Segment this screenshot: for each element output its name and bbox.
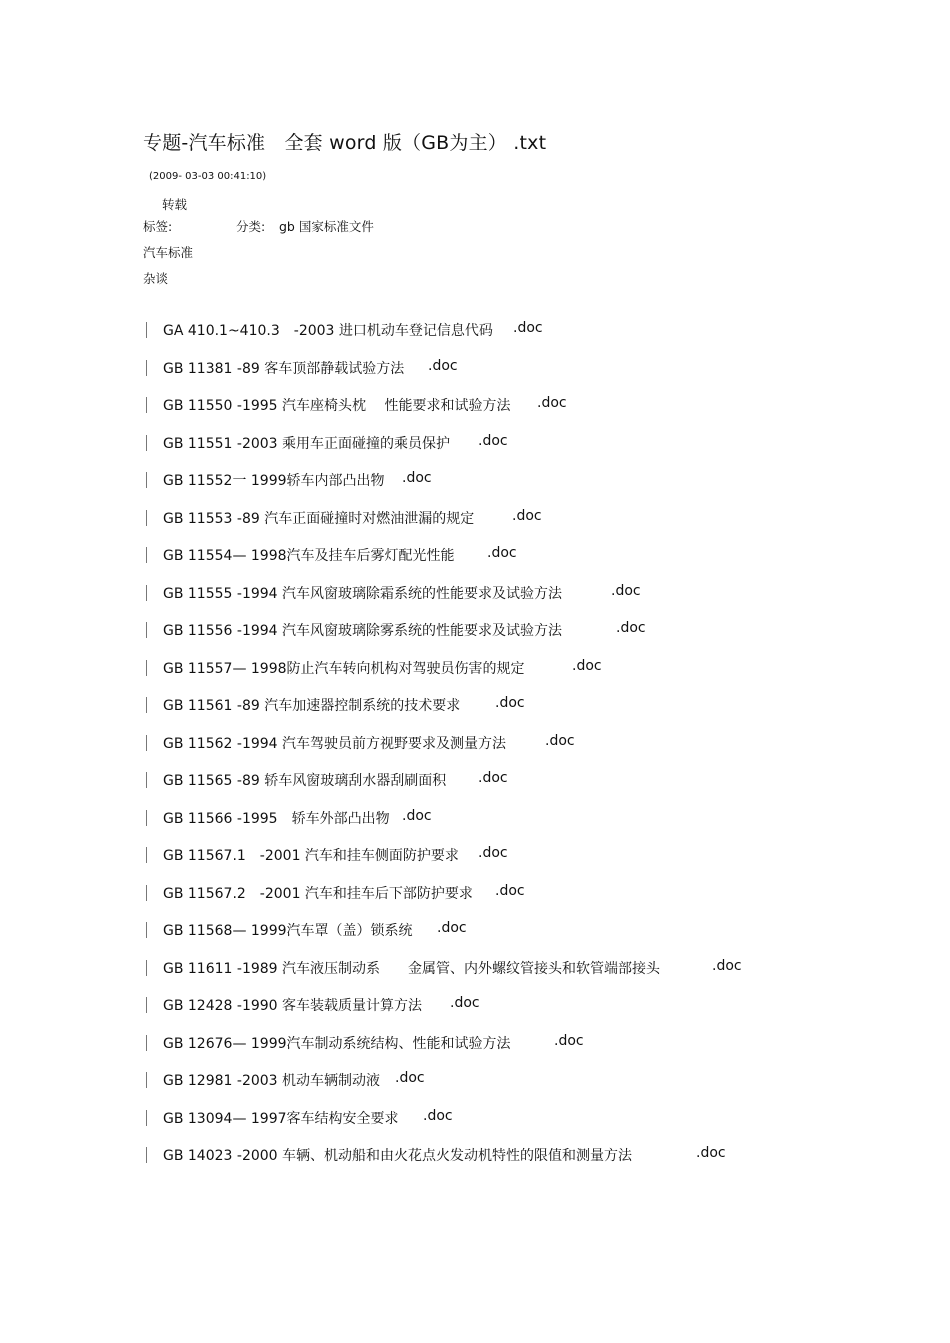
file-name: GB 11567.1 -2001 汽车和挂车侧面防护要求 <box>163 848 459 864</box>
list-bullet-bar <box>146 435 147 451</box>
tag-item: 杂谈 <box>143 271 169 286</box>
list-bullet-bar <box>146 622 147 638</box>
file-extension: .doc <box>495 695 525 711</box>
file-name: GB 11566 -1995 轿车外部凸出物 <box>163 810 390 827</box>
file-name: GB 11556 -1994 汽车风窗玻璃除雾系统的性能要求及试验方法 <box>163 623 563 639</box>
file-name: GB 11551 -2003 乘用车正面碰撞的乘员保护 <box>163 435 451 452</box>
file-name: GA 410.1~410.3 -2003 进口机动车登记信息代码 <box>163 323 493 339</box>
file-name: GB 11555 -1994 汽车风窗玻璃除霜系统的性能要求及试验方法 <box>163 585 563 602</box>
file-name: GB 14023 -2000 车辆、机动船和由火花点火发动机特性的限值和测量方法 <box>163 1148 633 1164</box>
file-name: GB 11567.2 -2001 汽车和挂车后下部防护要求 <box>163 885 473 902</box>
post-date: (2009- 03-03 00:41:10) <box>149 171 267 182</box>
file-list-item <box>146 320 866 358</box>
file-list-item <box>146 583 866 621</box>
file-name: GB 11562 -1994 汽车驾驶员前方视野要求及测量方法 <box>163 735 507 752</box>
file-name: GB 11554— 1998汽车及挂车后雾灯配光性能 <box>163 548 455 564</box>
file-extension: .doc <box>712 957 742 974</box>
file-name: GB 11561 -89 汽车加速器控制系统的技术要求 <box>163 698 461 714</box>
file-name: GB 12676— 1999汽车制动系统结构、性能和试验方法 <box>163 1035 511 1052</box>
category-value: gb 国家标准文件 <box>279 219 374 234</box>
file-extension: .doc <box>450 995 480 1011</box>
file-extension: .doc <box>545 732 575 749</box>
file-list-item <box>146 695 866 733</box>
file-name: GB 11550 -1995 汽车座椅头枕 性能要求和试验方法 <box>163 398 511 414</box>
list-bullet-bar <box>146 1035 147 1051</box>
file-list-item <box>146 433 866 471</box>
file-extension: .doc <box>423 1107 453 1124</box>
list-bullet-bar <box>146 397 147 413</box>
file-list-item <box>146 620 866 658</box>
file-list-item <box>146 1108 866 1146</box>
file-extension: .doc <box>554 1032 584 1049</box>
file-list-item <box>146 883 866 921</box>
file-list-item <box>146 845 866 883</box>
file-name: GB 11381 -89 客车顶部静载试验方法 <box>163 360 405 377</box>
file-name: GB 11565 -89 轿车风窗玻璃刮水器刮刷面积 <box>163 773 447 789</box>
file-list-item <box>146 770 866 808</box>
list-bullet-bar <box>146 960 147 976</box>
list-bullet-bar <box>146 1110 147 1126</box>
file-list-item <box>146 920 866 958</box>
file-name: GB 11557— 1998防止汽车转向机构对驾驶员伤害的规定 <box>163 660 525 677</box>
file-name: GB 13094— 1997客车结构安全要求 <box>163 1110 399 1127</box>
document-title: 专题-汽车标准 全套 word 版（GB为主） .txt <box>143 132 547 154</box>
file-extension: .doc <box>616 620 646 636</box>
file-extension: .doc <box>402 807 432 824</box>
list-bullet-bar <box>146 547 147 563</box>
file-name: GB 11611 -1989 汽车液压制动系 金属管、内外螺纹管接头和软管端部接头 <box>163 960 661 977</box>
file-name: GB 11553 -89 汽车正面碰撞时对燃油泄漏的规定 <box>163 510 475 527</box>
file-list-item <box>146 1145 866 1183</box>
file-extension: .doc <box>487 545 517 561</box>
file-extension: .doc <box>402 470 432 486</box>
list-bullet-bar <box>146 997 147 1013</box>
tag-label: 标签: <box>143 219 173 234</box>
file-list-item <box>146 395 866 433</box>
file-list-item <box>146 995 866 1033</box>
file-extension: .doc <box>478 770 508 786</box>
file-list-item <box>146 733 866 771</box>
list-bullet-bar <box>146 810 147 826</box>
list-bullet-bar <box>146 322 147 338</box>
file-list-item <box>146 958 866 996</box>
meta-line <box>143 217 374 235</box>
file-extension: .doc <box>512 507 542 524</box>
tag-item: 汽车标准 <box>143 245 194 260</box>
file-extension: .doc <box>611 582 641 599</box>
list-bullet-bar <box>146 360 147 376</box>
list-bullet-bar <box>146 1072 147 1088</box>
repost-label: 转载 <box>162 197 188 212</box>
list-bullet-bar <box>146 472 147 488</box>
file-list-item <box>146 658 866 696</box>
file-extension: .doc <box>513 320 543 336</box>
list-bullet-bar <box>146 735 147 751</box>
file-name: GB 11568— 1999汽车罩（盖）锁系统 <box>163 923 413 939</box>
file-name: GB 12981 -2003 机动车辆制动液 <box>163 1073 381 1089</box>
file-extension: .doc <box>495 882 525 899</box>
list-bullet-bar <box>146 922 147 938</box>
file-list-item <box>146 508 866 546</box>
file-name: GB 12428 -1990 客车装载质量计算方法 <box>163 998 423 1014</box>
file-list-item <box>146 470 866 508</box>
list-bullet-bar <box>146 847 147 863</box>
list-bullet-bar <box>146 1147 147 1163</box>
file-name: GB 11552一 1999轿车内部凸出物 <box>163 473 385 489</box>
category-label: 分类: <box>236 219 266 234</box>
file-extension: .doc <box>572 657 602 674</box>
file-list <box>146 320 866 1183</box>
file-extension: .doc <box>395 1070 425 1086</box>
file-list-item <box>146 1033 866 1071</box>
list-bullet-bar <box>146 697 147 713</box>
list-bullet-bar <box>146 885 147 901</box>
file-extension: .doc <box>437 920 467 936</box>
file-list-item <box>146 808 866 846</box>
file-list-item <box>146 545 866 583</box>
file-extension: .doc <box>428 357 458 374</box>
file-list-item <box>146 1070 866 1108</box>
file-extension: .doc <box>478 432 508 449</box>
list-bullet-bar <box>146 660 147 676</box>
list-bullet-bar <box>146 510 147 526</box>
file-extension: .doc <box>696 1145 726 1161</box>
file-list-item <box>146 358 866 396</box>
file-extension: .doc <box>478 845 508 861</box>
file-extension: .doc <box>537 395 567 411</box>
list-bullet-bar <box>146 585 147 601</box>
list-bullet-bar <box>146 772 147 788</box>
